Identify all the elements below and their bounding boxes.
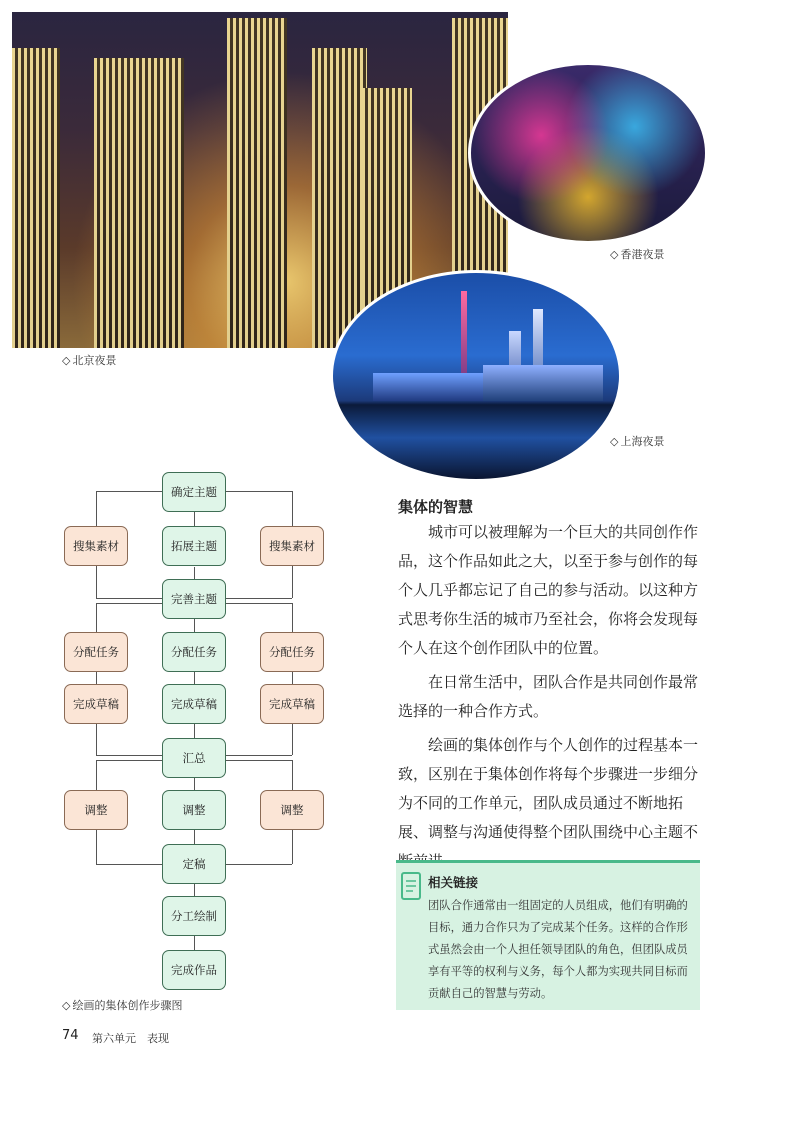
step-summarize: 汇总	[162, 738, 226, 778]
step-adjust-right: 调整	[260, 790, 324, 830]
unit-label: 第六单元 表现	[92, 1032, 169, 1045]
hongkong-night-photo	[468, 62, 708, 244]
article-body	[398, 518, 700, 876]
step-draft-left: 完成草稿	[64, 684, 128, 724]
step-assign-tasks-center: 分配任务	[162, 632, 226, 672]
page-number: 74	[62, 1028, 79, 1043]
paragraph-1: 城市可以被理解为一个巨大的共同创作作品，这个作品如此之大，以至于参与创作的每个人几乎都忘记了自己的参与活动。以这种方式思考你生活的城市乃至社会，你将会发现每个人在这个创作团队中的位置。	[398, 523, 699, 657]
step-refine-theme: 完善主题	[162, 579, 226, 619]
step-assign-tasks-left: 分配任务	[64, 632, 128, 672]
step-draft-right: 完成草稿	[260, 684, 324, 724]
collaboration-flowchart	[0, 0, 380, 1020]
hongkong-caption: ◇ 香港夜景	[610, 248, 665, 261]
step-adjust-left: 调整	[64, 790, 128, 830]
related-link-box	[396, 860, 700, 1010]
step-determine-theme: 确定主题	[162, 472, 226, 512]
beijing-caption: ◇ 北京夜景	[62, 354, 117, 367]
step-divide-painting: 分工绘制	[162, 896, 226, 936]
step-adjust-center: 调整	[162, 790, 226, 830]
related-link-body: 团队合作通常由一组固定的人员组成，他们有明确的目标，通力合作只为了完成某个任务。这样的合作形式虽然会由一个人担任领导团队的角色，但团队成员享有平等的权利与义务，每个人都为实现共同目标而贡献自己的智慧与劳动。	[428, 899, 688, 1000]
step-draft-center: 完成草稿	[162, 684, 226, 724]
section-title: 集体的智慧	[398, 498, 474, 516]
step-finalize: 定稿	[162, 844, 226, 884]
step-collect-materials-right: 搜集素材	[260, 526, 324, 566]
shanghai-caption: ◇ 上海夜景	[610, 435, 665, 448]
related-link-title: 相关链接	[428, 875, 479, 890]
step-expand-theme: 拓展主题	[162, 526, 226, 566]
step-collect-materials-left: 搜集素材	[64, 526, 128, 566]
step-complete-work: 完成作品	[162, 950, 226, 990]
paragraph-2: 在日常生活中，团队合作是共同创作最常选择的一种合作方式。	[398, 673, 699, 720]
flowchart-caption: ◇ 绘画的集体创作步骤图	[62, 999, 183, 1012]
paragraph-3: 绘画的集体创作与个人创作的过程基本一致，区别在于集体创作将每个步骤进一步细分为不同的工作单元，团队成员通过不断地拓展、调整与沟通使得整个团队围绕中心主题不	[398, 736, 699, 841]
step-assign-tasks-right: 分配任务	[260, 632, 324, 672]
